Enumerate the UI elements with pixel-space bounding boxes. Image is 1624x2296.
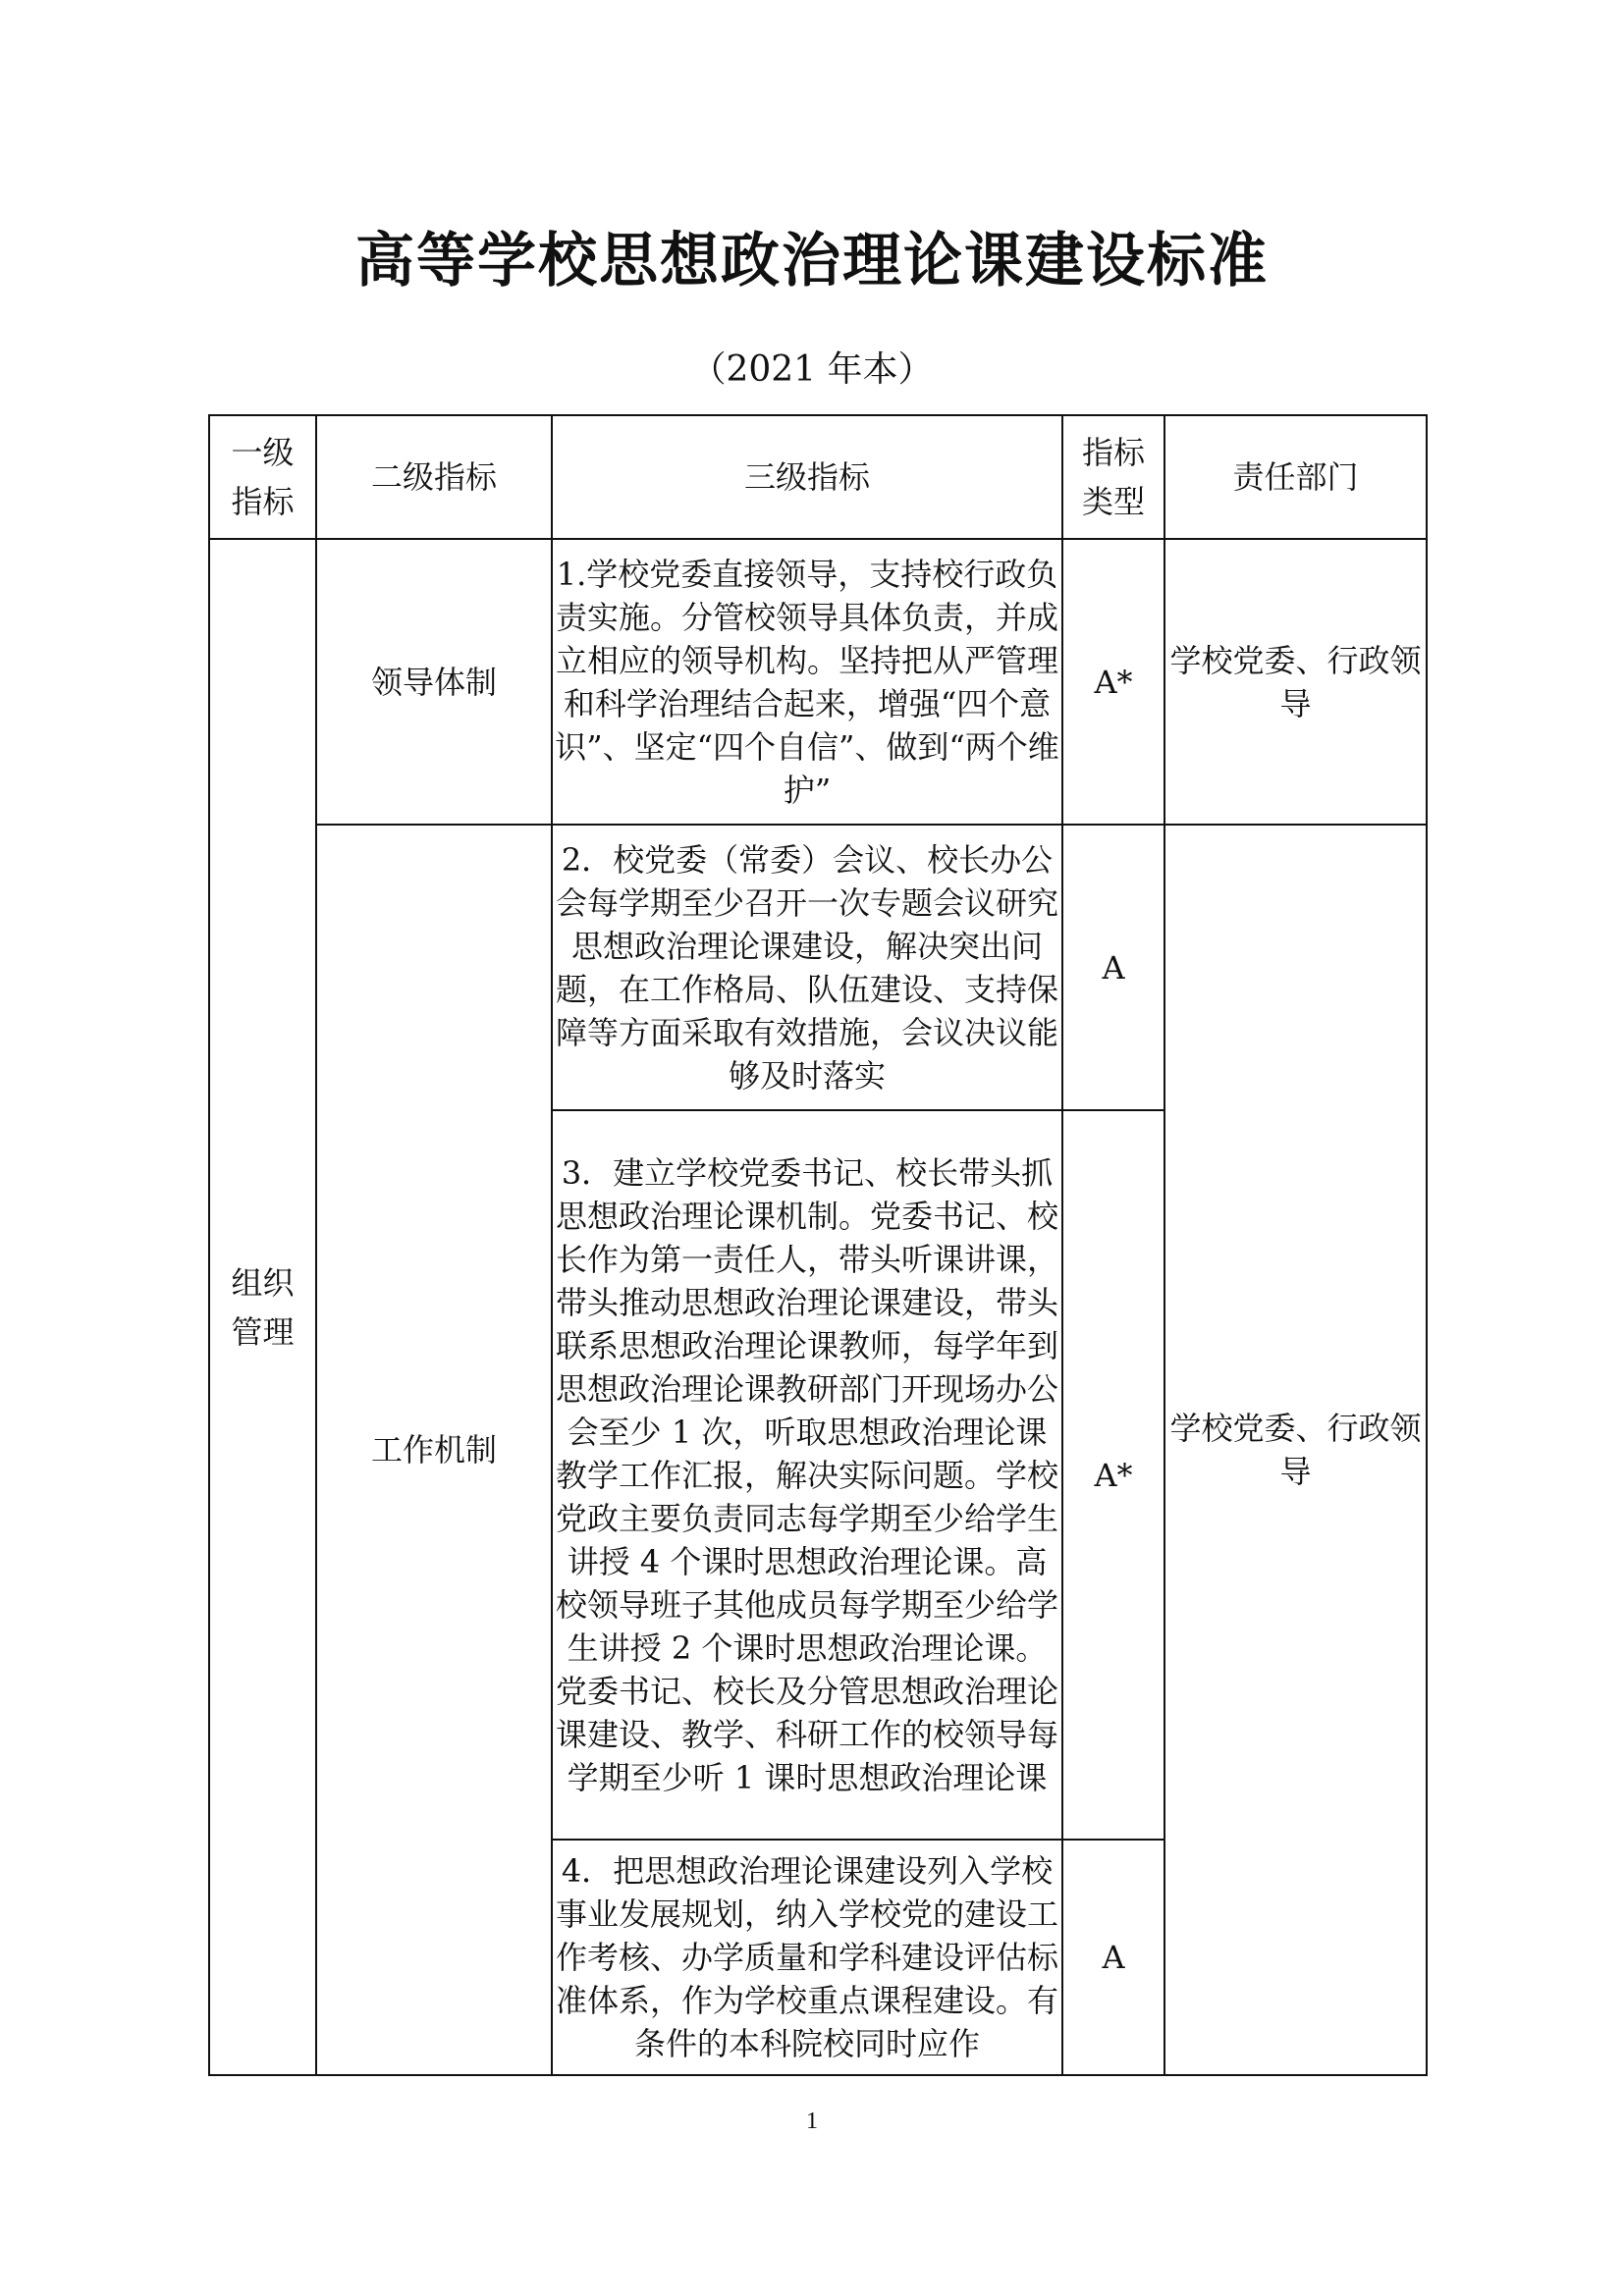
header-level3: 三级指标 (552, 415, 1062, 539)
item-3: 3．建立学校党委书记、校长带头抓思想政治理论课机制。党委书记、校长作为第一责任人，带头听课讲课，带头推动思想政治理论课建设，带头联系思想政治理论课教师，每学年到思想政治理论课教研部门开现场办公会至少 1 次，听取思想政治理论课教学工作汇报，解决实际问题。学校党政主要负责同志每学期至少给学生讲授 4 个课时思想政治理论课。高校领导班子其他成员每学期至少给学生讲授 2 个课时思想政治理论课。党委书记、校长及分管思想政治理论课建设、教学、科研工作的校领导每学期至少听 1 课时思想政治理论课 (552, 1110, 1062, 1840)
header-level1: 一级指标 (209, 415, 316, 539)
table-row (209, 825, 1427, 1110)
type-3: A* (1062, 1110, 1164, 1840)
header-dept: 责任部门 (1164, 415, 1427, 539)
level2-mechanism: 工作机制 (316, 825, 552, 2075)
type-1: A* (1062, 539, 1164, 825)
level2-leadership: 领导体制 (316, 539, 552, 825)
type-4: A (1062, 1840, 1164, 2075)
dept-1: 学校党委、行政领导 (1164, 539, 1427, 825)
level1-org: 组织管理 (209, 539, 316, 2075)
header-type: 指标类型 (1062, 415, 1164, 539)
dept-2: 学校党委、行政领导 (1164, 825, 1427, 2075)
document-title: 高等学校思想政治理论课建设标准 (355, 227, 1269, 295)
table-header-row (209, 415, 1427, 539)
item-4: 4．把思想政治理论课建设列入学校事业发展规划，纳入学校党的建设工作考核、办学质量和学科建设评估标准体系，作为学校重点课程建设。有条件的本科院校同时应作 (552, 1840, 1062, 2075)
table-row (209, 539, 1427, 825)
header-level2: 二级指标 (316, 415, 552, 539)
page-number: 1 (806, 2109, 818, 2134)
standards-table (208, 414, 1428, 2076)
item-1: 1.学校党委直接领导，支持校行政负责实施。分管校领导具体负责，并成立相应的领导机构。坚持把从严管理和科学治理结合起来，增强“四个意识”、坚定“四个自信”、做到“两个维护” (552, 539, 1062, 825)
document-subtitle: （2021 年本） (690, 349, 934, 390)
type-2: A (1062, 825, 1164, 1110)
item-2: 2．校党委（常委）会议、校长办公会每学期至少召开一次专题会议研究思想政治理论课建设，解决突出问题，在工作格局、队伍建设、支持保障等方面采取有效措施，会议决议能够及时落实 (552, 825, 1062, 1110)
